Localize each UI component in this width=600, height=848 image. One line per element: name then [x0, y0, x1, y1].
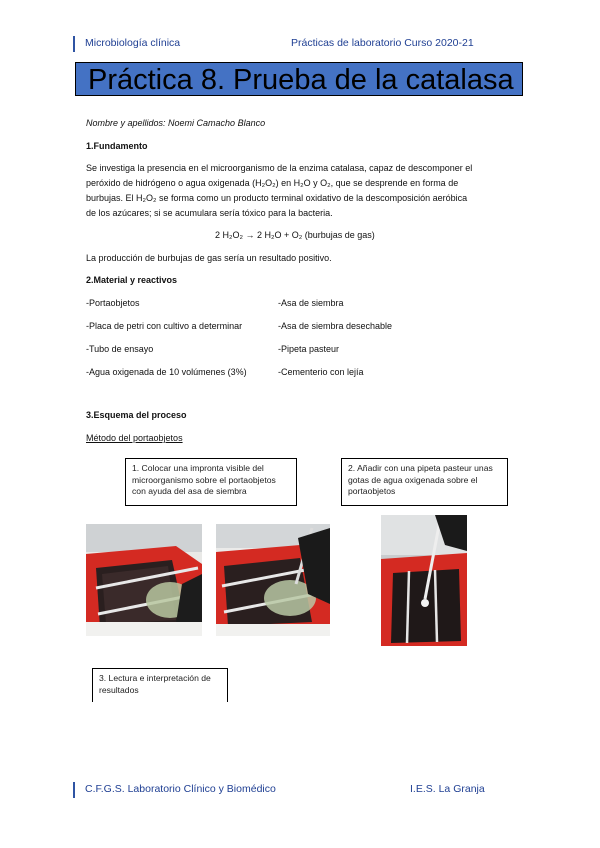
photo-step2-pipette: [216, 524, 330, 636]
material-item: -Portaobjetos: [86, 298, 140, 308]
section1-line-3: burbujas. El H₂O₂ se forma como un producto terminal oxidativo de la descomposición aeróbica: [86, 193, 468, 203]
section1-result: La producción de burbujas de gas sería un resultado positivo.: [86, 253, 332, 263]
photo-step3-illustration: [381, 515, 467, 646]
material-item: -Asa de siembra: [278, 298, 344, 308]
material-item: -Tubo de ensayo: [86, 344, 154, 354]
material-item: -Cementerio con lejía: [278, 367, 364, 377]
photo-step2-illustration: [216, 524, 330, 636]
step2-box: 2. Añadir con una pipeta pasteur unas gotas de agua oxigenada sobre el portaobjetos: [341, 458, 508, 506]
header-accent-bar: [73, 36, 75, 52]
section1-heading: 1.Fundamento: [86, 141, 148, 151]
photo-step2-hydrogen-peroxide: [381, 515, 467, 646]
page-title-box: [75, 62, 523, 96]
section3-heading: 3.Esquema del proceso: [86, 410, 187, 420]
reaction-equation: 2 H₂O₂ → 2 H₂O + O₂ (burbujas de gas): [215, 230, 375, 240]
section1-line-4: de los azúcares; si se acumulara sería tóxico para la bacteria.: [86, 208, 333, 218]
author-line: Nombre y apellidos: Noemi Camacho Blanco: [86, 118, 266, 128]
footer-right-text: I.E.S. La Granja: [410, 783, 485, 795]
photo-step1-inoculation: [86, 524, 202, 636]
material-item: -Asa de siembra desechable: [278, 321, 393, 331]
header-left-text: Microbiología clínica: [85, 37, 181, 49]
section2-heading: 2.Material y reactivos: [86, 275, 178, 285]
footer-accent-bar: [73, 782, 75, 798]
method-subheading: Método del portaobjetos: [86, 433, 183, 443]
section1-line-1: Se investiga la presencia en el microorganismo de la enzima catalasa, capaz de descomponer el: [86, 163, 473, 173]
photo-step1-illustration: [86, 524, 202, 636]
section1-line-2: peróxido de hidrógeno o agua oxigenada (H₂O₂) en H₂O y O₂, que se desprende en forma de: [86, 178, 459, 188]
material-item: -Placa de petri con cultivo a determinar: [86, 321, 243, 331]
material-item: -Pipeta pasteur: [278, 344, 340, 354]
material-item: -Agua oxigenada de 10 volúmenes (3%): [86, 367, 247, 377]
header-right-text: Prácticas de laboratorio Curso 2020-21: [291, 37, 474, 49]
page-title: Práctica 8. Prueba de la catalasa: [88, 64, 514, 96]
step1-box: 1. Colocar una impronta visible del microorganismo sobre el portaobjetos con ayuda del asa de siembra: [125, 458, 297, 506]
step3-box: 3. Lectura e interpretación de resultados: [92, 668, 228, 702]
footer-left-text: C.F.G.S. Laboratorio Clínico y Biomédico: [85, 783, 276, 795]
